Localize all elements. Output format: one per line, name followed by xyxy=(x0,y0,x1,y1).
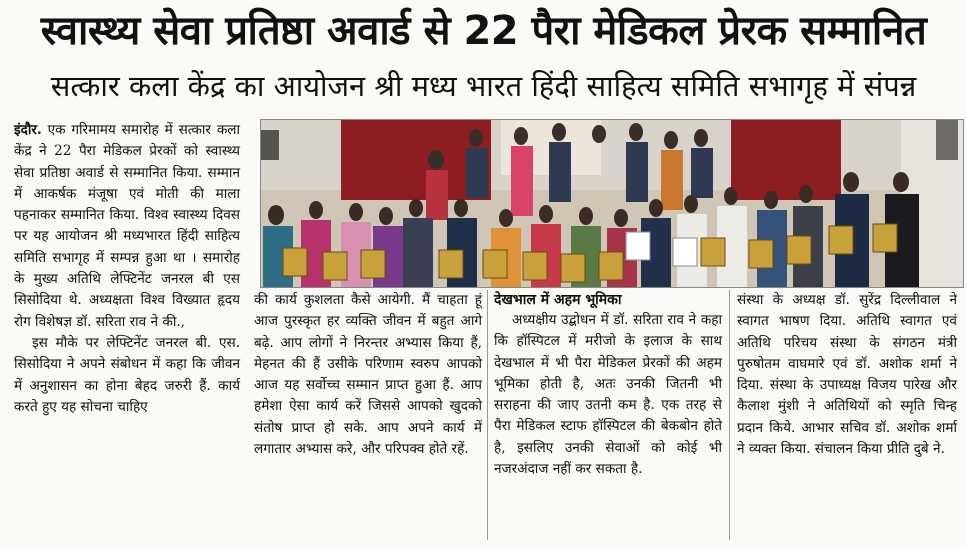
column-2 xyxy=(254,290,482,460)
section-heading: देखभाल में अहम भूमिका xyxy=(494,292,622,308)
column-2-paragraph-1: की कार्य कुशलता कैसे आयेगी. मैं चाहता हूं आज पुरस्कृत हर व्यक्ति जीवन में बहुत आगे बढ़े. आप लोगों ने निरन्तर अभ्यास किया हैं, मेहनत की हैं उसीके परिणाम स्वरुप आपको आज यह सर्वोच्च सम्मान प्राप्त हुआ हैं. आप हमेशा ऐसा कार्य करें जिससे आपको खुदको संतोष प्राप्त हो सके. आप अपने कार्य में लगातार अभ्यास करे, और परिपक्व होते रहें. xyxy=(254,292,482,458)
column-1 xyxy=(14,120,240,418)
dateline: इंदौर. xyxy=(14,122,42,138)
column-4-paragraph-1: संस्था के अध्यक्ष डॉ. सुरेंद्र दिल्लीवाल ने स्वागत भाषण दिया. अतिथि स्वागत एवं अतिथि परिचय संस्था के संगठन मंत्री पुरुषोतम वाघमारे एवं डॉ. अशोक शर्मा ने दिया. संस्था के उपाध्यक्ष विजय पारेख और कैलाश मुंशी ने अतिथियों को स्मृति चिन्ह प्रदान किये. आभार सचिव डॉ. अशोक शर्मा ने व्यक्त किया. संचालन किया प्रीति दुबे ने. xyxy=(737,292,957,458)
column-1-paragraph-1: एक गरिमामय समारोह में सत्कार कला केंद्र ने 22 पैरा मेडिकल प्रेरकों को स्वास्थ्य सेवा प्रतिष्ठा अवार्ड से सम्मानित किया. सम्मान में आकर्षक मंजूषा एवं मोती की माला पहनाकर सम्मानित किया. विश्व स्वास्थ्य दिवस पर यह आयोजन श्री मध्यभारत हिंदी साहित्य समिति सभागृह में सम्पन्न हुआ था । समारोह के मुख्य अतिथि लेफ्टिनेंट जनरल बी एस सिसोदिया थे. अध्यक्षता विश्व विख्यात हृदय रोग विशेषज्ञ डॉ. सरिता राव ने की., xyxy=(14,122,240,330)
event-photo xyxy=(260,119,964,288)
column-1-paragraph-2: इस मौके पर लेफ्टिनेंट जनरल बी. एस. सिसोदिया ने अपने संबोधन में कहा कि जीवन में अनुशासन का होना बेहद जरुरी हैं. कार्य करते हुए यह सोचना चाहिए xyxy=(14,334,240,415)
event-photo-image xyxy=(261,120,963,287)
column-divider-2 xyxy=(729,290,730,540)
column-4 xyxy=(737,290,957,460)
column-3-paragraph-1: अध्यक्षीय उद्बोधन में डॉ. सरिता राव ने कहा कि हॉस्पिटल में मरीजो के इलाज के साथ देखभाल में भी पैरा मेडिकल प्रेरकों की अहम भूमिका होती है, अतः उनकी जितनी भी सराहना की जाए उतनी कम है. एक तरह से पैरा मेडिकल स्टाफ हॉस्पिटल की बेकबोन होते है, इसलिए उनकी सेवाओं को कोई भी नजरअंदाज नहीं कर सकता है. xyxy=(494,312,722,478)
headline: स्वास्थ्य सेवा प्रतिष्ठा अवार्ड से 22 पैरा मेडिकल प्रेरक सम्मानित xyxy=(40,8,927,54)
column-3 xyxy=(494,290,722,480)
column-divider-1 xyxy=(487,290,488,540)
subheadline: सत्कार कला केंद्र का आयोजन श्री मध्य भारत हिंदी साहित्य समिति सभागृह में संपन्न xyxy=(50,69,917,103)
